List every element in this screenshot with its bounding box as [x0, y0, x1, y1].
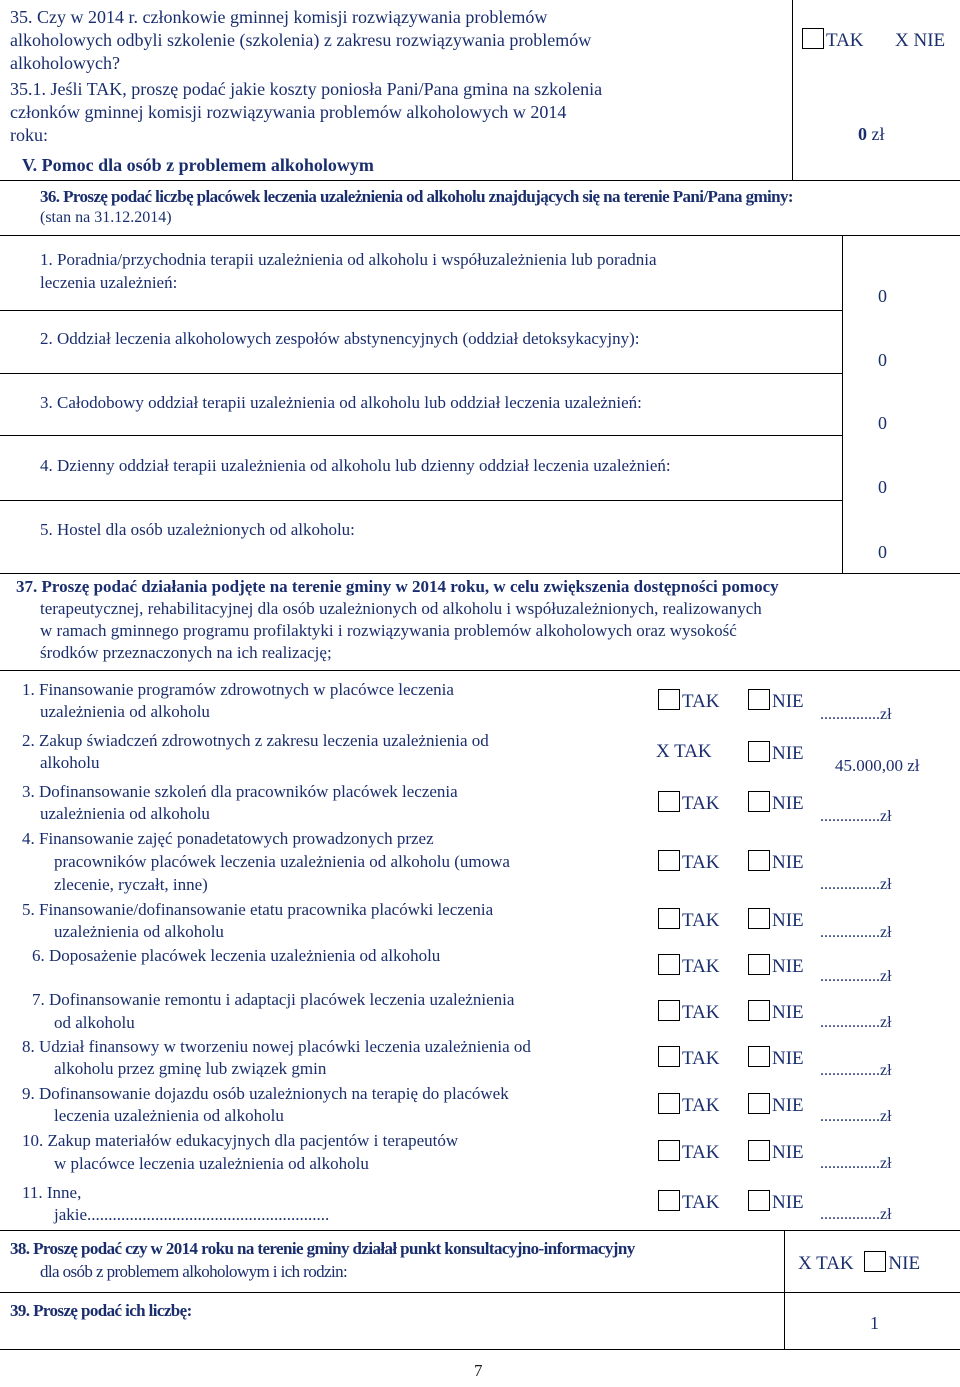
tak-checkbox[interactable]	[658, 850, 680, 871]
q37-item7-line1: 7. Dofinansowanie remontu i adaptacji placówek leczenia uzależnienia	[32, 990, 515, 1009]
tak-checkbox[interactable]	[658, 1000, 680, 1021]
nie-label: NIE	[772, 956, 804, 977]
q37-item8-line2: alkoholu przez gminę lub związek gmin	[54, 1059, 327, 1078]
q35-answer	[802, 28, 945, 52]
nie-label: NIE	[772, 1002, 804, 1023]
q35-divider	[792, 0, 793, 180]
q351-line3: roku:	[10, 125, 48, 145]
nie-label: NIE	[772, 1192, 804, 1213]
q37-item9-nie	[748, 1093, 804, 1117]
q37-item11-line1: 11. Inne,	[22, 1183, 82, 1202]
q37-item6-amount[interactable]: ...............zł	[820, 968, 892, 985]
q37-line2: terapeutycznej, rehabilitacyjnej dla osób uzależnionych od alkoholu i współuzależnionych, realizowanych	[40, 599, 762, 618]
rule-q36-2	[0, 373, 843, 374]
nie-label: NIE	[772, 1048, 804, 1069]
tak-label: TAK	[682, 852, 720, 873]
q37-item11-nie	[748, 1190, 804, 1214]
nie-label: NIE	[772, 743, 804, 764]
rule-after-q37	[0, 1230, 960, 1231]
cost-unit: zł	[871, 124, 885, 144]
tak-checkbox[interactable]	[658, 908, 680, 929]
q36-item4-line1: 4. Dzienny oddział terapii uzależnienia od alkoholu lub dzienny oddział leczenia uzależnień:	[40, 456, 671, 475]
tak-checkbox[interactable]	[658, 689, 680, 710]
q37-item3-tak	[658, 791, 720, 815]
rule-after-q38	[0, 1292, 960, 1293]
q37-item2-line1: 2. Zakup świadczeń zdrowotnych z zakresu leczenia uzależnienia od	[22, 731, 489, 750]
q37-item5-nie	[748, 908, 804, 932]
nie-label: NIE	[772, 910, 804, 931]
q39-divider	[784, 1292, 785, 1349]
q37-item4-line2: pracowników placówek leczenia uzależnienia od alkoholu (umowa	[54, 852, 510, 871]
q35-line1: 35. Czy w 2014 r. członkowie gminnej komisji rozwiązywania problemów	[10, 7, 548, 27]
q37-item6-line1: 6. Doposażenie placówek leczenia uzależnienia od alkoholu	[32, 946, 441, 965]
q36-item4-value[interactable]: 0	[878, 477, 887, 497]
q37-item8-line1: 8. Udział finansowy w tworzeniu nowej placówki leczenia uzależnienia od	[22, 1037, 531, 1056]
rule-q37-head	[0, 670, 960, 671]
tak-label: TAK	[826, 30, 864, 51]
tak-checkbox[interactable]	[658, 954, 680, 975]
q39-label	[10, 1300, 192, 1322]
nie-label: NIE	[772, 1142, 804, 1163]
q351-line1: 35.1. Jeśli TAK, proszę podać jakie koszty poniosła Pani/Pana gmina na szkolenia	[10, 79, 603, 99]
q37-item8-amount[interactable]: ...............zł	[820, 1062, 892, 1079]
q37-line3: w ramach gminnego programu profilaktyki i rozwiązywania problemów alkoholowych oraz wysokość	[40, 621, 737, 640]
q37-item1-line1: 1. Finansowanie programów zdrowotnych w placówce leczenia	[22, 680, 454, 699]
q39-title: 39. Proszę podać ich liczbę:	[10, 1301, 192, 1320]
q38-tak-label[interactable]: X TAK	[798, 1253, 854, 1274]
q37-item9-tak	[658, 1093, 720, 1117]
q38-title: 38. Proszę podać czy w 2014 roku na terenie gminy działał punkt konsultacyjno-informacyjny	[10, 1239, 635, 1258]
q37-item9-line2: leczenia uzależnienia od alkoholu	[54, 1106, 284, 1125]
q36-item1-line2: leczenia uzależnień:	[40, 273, 178, 292]
tak-label: TAK	[682, 1002, 720, 1023]
q37-item5-line1: 5. Finansowanie/dofinansowanie etatu pracownika placówki leczenia	[22, 900, 494, 919]
q36-value-col	[842, 235, 843, 573]
q37-item7-line2: od alkoholu	[54, 1013, 135, 1032]
nie-label: NIE	[772, 793, 804, 814]
tak-label: TAK	[682, 956, 720, 977]
q37-item5-tak	[658, 908, 720, 932]
q37-item10-amount[interactable]: ...............zł	[820, 1155, 892, 1172]
rule-after-q35	[0, 180, 960, 181]
q38-line1	[10, 1238, 635, 1260]
tak-checkbox[interactable]	[802, 28, 824, 49]
q37-item6-nie	[748, 954, 804, 978]
q37-item4-nie	[748, 850, 804, 874]
nie-label: X NIE	[895, 30, 946, 51]
nie-checkbox[interactable]	[748, 1190, 770, 1211]
nie-checkbox[interactable]	[748, 850, 770, 871]
q38-divider	[784, 1230, 785, 1292]
q37-item3-line1: 3. Dofinansowanie szkoleń dla pracowników placówek leczenia	[22, 782, 458, 801]
nie-checkbox[interactable]	[748, 791, 770, 812]
tak-label: TAK	[682, 793, 720, 814]
q37-item7-amount[interactable]: ...............zł	[820, 1014, 892, 1031]
q37-item3-nie	[748, 791, 804, 815]
tak-label: TAK	[682, 1095, 720, 1116]
tak-checkbox[interactable]	[658, 1046, 680, 1067]
q37-item10-nie	[748, 1140, 804, 1164]
nie-label: NIE	[772, 1095, 804, 1116]
q37-item2-nie	[748, 741, 804, 765]
nie-checkbox[interactable]	[748, 1140, 770, 1161]
nie-checkbox[interactable]	[748, 689, 770, 710]
q37-item10-line1: 10. Zakup materiałów edukacyjnych dla pacjentów i terapeutów	[22, 1131, 459, 1150]
q37-item2-amount[interactable]: 45.000,00 zł	[835, 756, 920, 775]
q36-item3-line1: 3. Całodobowy oddział terapii uzależnienia od alkoholu lub oddział leczenia uzależnień:	[40, 393, 642, 412]
tak-checkbox[interactable]	[658, 1190, 680, 1211]
tak-label: TAK	[682, 691, 720, 712]
rule-q36-head	[0, 235, 960, 236]
q37-item11-tak	[658, 1190, 720, 1214]
q36-item1-line1: 1. Poradnia/przychodnia terapii uzależnienia od alkoholu i współuzależnienia lub poradnia	[40, 250, 657, 269]
q36-item1-value[interactable]: 0	[878, 286, 887, 306]
q37-item10-tak	[658, 1140, 720, 1164]
q38-answer	[798, 1251, 920, 1275]
q37-item4-line1: 4. Finansowanie zajęć ponadetatowych prowadzonych przez	[22, 829, 434, 848]
rule-after-q39	[0, 1349, 960, 1350]
q38-line2: dla osób z problemem alkoholowym i ich rodzin:	[40, 1262, 348, 1281]
q37-item8-tak	[658, 1046, 720, 1070]
q37-line1	[16, 576, 779, 598]
tak-label: TAK	[682, 1142, 720, 1163]
nie-checkbox[interactable]	[748, 954, 770, 975]
nie-checkbox[interactable]	[748, 1093, 770, 1114]
q37-item10-line2: w placówce leczenia uzależnienia od alkoholu	[54, 1154, 369, 1173]
q36-item3-value[interactable]: 0	[878, 413, 887, 433]
q37-item1-tak	[658, 689, 720, 713]
q37-item2-tak[interactable]: X TAK	[656, 741, 712, 762]
q37-item4-tak	[658, 850, 720, 874]
q36-line1-text: 36. Proszę podać liczbę placówek leczenia uzależnienia od alkoholu znajdujących się na terenie Pani/Pana gminy:	[40, 187, 793, 206]
nie-checkbox[interactable]	[748, 1000, 770, 1021]
rule-q36-3	[0, 435, 843, 436]
q37-item1-amount[interactable]: ...............zł	[820, 706, 892, 723]
q35-line2: alkoholowych odbyli szkolenie (szkolenia) z zakresu rozwiązywania problemów	[10, 30, 592, 50]
q37-item11-amount[interactable]: ...............zł	[820, 1206, 892, 1223]
tak-checkbox[interactable]	[658, 1140, 680, 1161]
nie-checkbox[interactable]	[748, 908, 770, 929]
q37-item4-line3: zlecenie, ryczałt, inne)	[54, 875, 208, 894]
q37-item1-nie	[748, 689, 804, 713]
nie-label: NIE	[772, 691, 804, 712]
q36-line2: (stan na 31.12.2014)	[40, 209, 172, 226]
nie-label: NIE	[888, 1253, 921, 1274]
q36-item2-line1: 2. Oddział leczenia alkoholowych zespołów abstynencyjnych (oddział detoksykacyjny):	[40, 329, 640, 348]
q351-line2: członków gminnej komisji rozwiązywania problemów alkoholowych w 2014	[10, 102, 567, 122]
tak-checkbox[interactable]	[658, 791, 680, 812]
q36-item2-value[interactable]: 0	[878, 350, 887, 370]
q37-title: 37. Proszę podać działania podjęte na terenie gminy w 2014 roku, w celu zwiększenia dostępności pomocy	[16, 577, 779, 596]
q37-item2-line2: alkoholu	[40, 753, 100, 772]
q37-item3-line2: uzależnienia od alkoholu	[40, 804, 210, 823]
q37-line4: środków przeznaczonych na ich realizację;	[40, 643, 332, 662]
q37-item1-line2: uzależnienia od alkoholu	[40, 702, 210, 721]
nie-checkbox[interactable]	[748, 741, 770, 762]
q37-item6-tak	[658, 954, 720, 978]
nie-checkbox[interactable]	[748, 1046, 770, 1067]
rule-after-q36	[0, 573, 960, 574]
q37-item7-nie	[748, 1000, 804, 1024]
q37-item7-tak	[658, 1000, 720, 1024]
section-v-title: V. Pomoc dla osób z problemem alkoholowym	[22, 155, 374, 175]
cost-value[interactable]: 0	[858, 124, 867, 144]
tak-label: TAK	[682, 910, 720, 931]
rule-q36-4	[0, 500, 843, 501]
tak-label: TAK	[682, 1192, 720, 1213]
q36-line1	[40, 186, 793, 208]
q37-item11-line2: jakie.........................................................	[54, 1205, 330, 1224]
nie-checkbox[interactable]	[864, 1251, 886, 1272]
q37-item5-line2: uzależnienia od alkoholu	[54, 922, 224, 941]
tak-checkbox[interactable]	[658, 1093, 680, 1114]
rule-q36-1	[0, 310, 843, 311]
q351-cost	[858, 124, 885, 145]
q36-item5-value[interactable]: 0	[878, 542, 887, 562]
q37-item9-line1: 9. Dofinansowanie dojazdu osób uzależnionych na terapię do placówek	[22, 1084, 509, 1103]
page-number: 7	[474, 1361, 483, 1380]
q35-line3: alkoholowych?	[10, 53, 120, 73]
q39-value[interactable]: 1	[870, 1313, 879, 1333]
q37-item3-amount[interactable]: ...............zł	[820, 808, 892, 825]
q36-item5-line1: 5. Hostel dla osób uzależnionych od alkoholu:	[40, 520, 355, 539]
q37-item4-amount[interactable]: ...............zł	[820, 876, 892, 893]
q37-item8-nie	[748, 1046, 804, 1070]
q37-item5-amount[interactable]: ...............zł	[820, 924, 892, 941]
nie-label: NIE	[772, 852, 804, 873]
q37-item9-amount[interactable]: ...............zł	[820, 1108, 892, 1125]
tak-label: TAK	[682, 1048, 720, 1069]
